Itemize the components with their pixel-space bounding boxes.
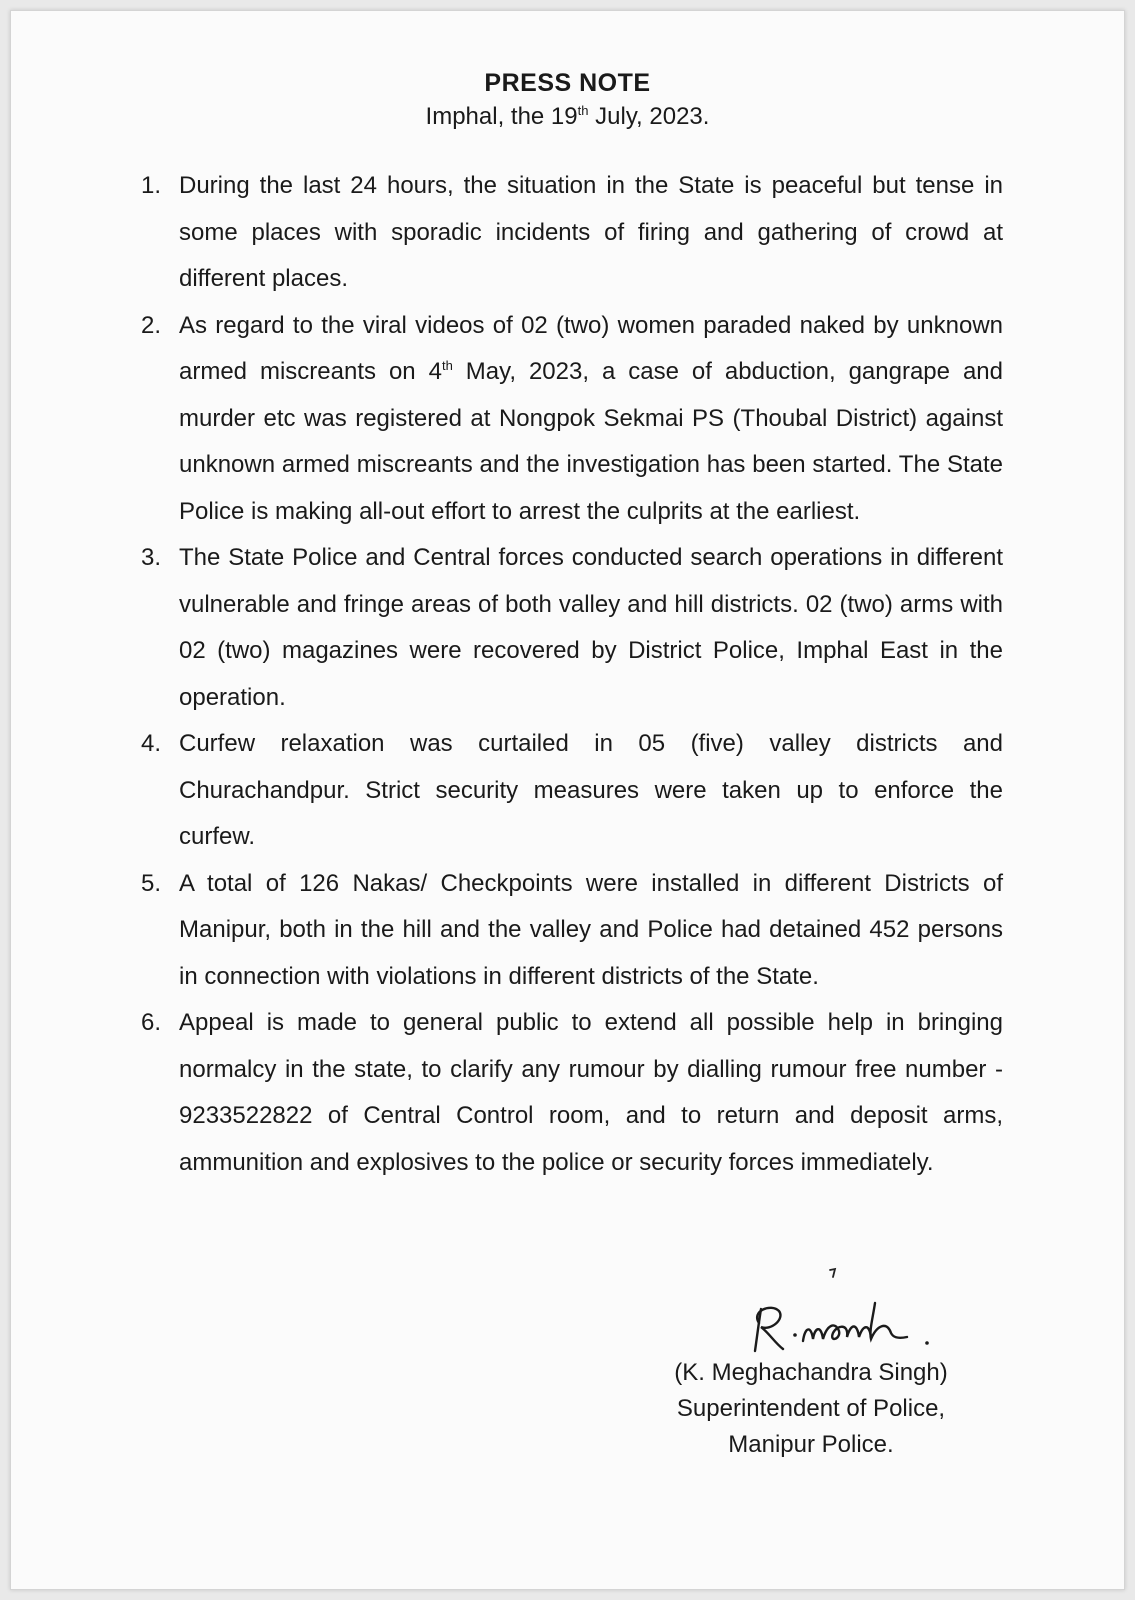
point-text: Curfew relaxation was curtailed in 05 (five) valley districts and Churachandpur. Strict security measures were taken up to enforce the curfew. <box>179 730 1003 850</box>
point-6 <box>141 1000 1003 1186</box>
numbered-points <box>141 163 1003 1186</box>
point-5 <box>141 861 1003 1001</box>
point-text: The State Police and Central forces conducted search operations in different vulnerable and fringe areas of both valley and hill districts. 02 (two) arms with 02 (two) magazines were recovered by District Police, Imphal East in the operation. <box>179 544 1003 711</box>
point-4 <box>141 721 1003 861</box>
point-text-before: As regard to the viral videos of 02 (two) women paraded naked by unknown armed miscreants on 4 <box>179 311 1003 385</box>
press-note-page <box>10 10 1125 1590</box>
point-number: 2. <box>141 311 162 339</box>
date-prefix: Imphal, the 19 <box>425 103 578 130</box>
point-text-superscript: th <box>441 358 453 373</box>
page-title: PRESS NOTE <box>484 69 651 97</box>
point-text: Appeal is made to general public to extend all possible help in bringing normalcy in the state, to clarify any rumour by dialling rumour free number - 9233522822 of Central Control room, and to return and deposit arms, ammunition and explosives to the police or security forces immediately. <box>179 1009 1003 1176</box>
point-text <box>179 303 1003 536</box>
pen-mark <box>829 1267 843 1279</box>
point-text: During the last 24 hours, the situation in the State is peaceful but tense in some places with sporadic incidents of firing and gathering of crowd at different places. <box>179 172 1003 292</box>
date-superscript: th <box>577 103 589 118</box>
point-3 <box>141 535 1003 721</box>
point-2 <box>141 303 1003 536</box>
signatory-organization: Manipur Police. <box>728 1431 894 1458</box>
signatory-designation: Superintendent of Police, <box>676 1395 946 1422</box>
handwritten-signature <box>741 1291 971 1361</box>
point-1 <box>141 163 1003 303</box>
dateline <box>11 103 1124 131</box>
point-number: 4. <box>141 730 162 757</box>
point-number: 1. <box>141 172 162 199</box>
signatory-name: (K. Meghachandra Singh) <box>674 1359 948 1386</box>
signatory-block <box>611 1355 1011 1463</box>
point-text-after: May, 2023, a case of abduction, gangrape and murder etc was registered at Nongpok Sekmai PS (Thoubal District) against unknown armed miscreants and the investigation has been started. The State Police is making all-out effort to arrest the culprits at the earliest. <box>179 358 1003 525</box>
point-text: A total of 126 Nakas/ Checkpoints were installed in different Districts of Manipur, both in the hill and the valley and Police had detained 452 persons in connection with violations in different districts of the State. <box>179 869 1003 990</box>
point-number: 6. <box>141 1009 162 1036</box>
point-number: 5. <box>141 869 162 897</box>
point-number: 3. <box>141 544 162 571</box>
date-suffix: July, 2023. <box>588 103 710 130</box>
